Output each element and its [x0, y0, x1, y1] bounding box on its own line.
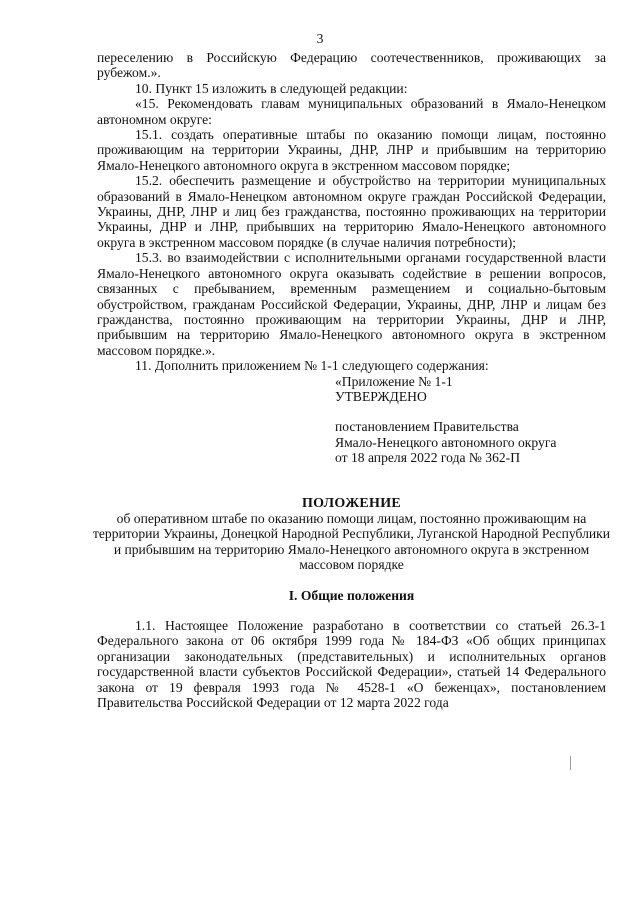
paragraph-clause-15-1: 15.1. создать оперативные штабы по оказанию помощи лицам, постоянно проживающим на территории Украины, ДНР, ЛНР и прибывшим на территорию Ямало-Ненецкого автономного округа в экстренном массовом порядке;	[97, 127, 606, 173]
paragraph-clause-15-3: 15.3. во взаимодействии с исполнительными органами государственной власти Ямало-Ненецкого автономного округа оказывать содействие в решении вопросов, связанных с пребыванием, временным размещением и социально-бытовым обустройством, гражданам Российской Федерации, Украины, ДНР, ЛНР и лицам без гражданства, постоянно проживающим на территории Украины, ДНР и ЛНР, прибывшим на территорию Ямало-Ненецкого автономного округа в экстренном массовом порядке.».	[97, 250, 606, 358]
document-body	[92, 50, 611, 711]
regulation-title: ПОЛОЖЕНИЕ	[301, 495, 402, 511]
paragraph-clause-15-2: 15.2. обеспечить размещение и обустройство на территории муниципальных образований в Ямало-Ненецком автономном округе граждан Российской Федерации, Украины, ДНР, ЛНР и лиц без гражданства, постоянно проживающих на территории Украины, ДНР и ЛНР, прибывших на территорию Ямало-Ненецкого автономного округа в экстренном массовом порядке (в случае наличия потребности);	[97, 173, 606, 250]
paragraph-continuation: переселению в Российскую Федерацию соотечественников, проживающих за рубежом.».	[97, 50, 606, 81]
regulation-subtitle: об оперативном штабе по оказанию помощи лицам, постоянно проживающим на территории Украины, Донецкой Народной Республики, Луганской Народной Республики и прибывшим на территорию Ямало-Ненецкого автономного округа в экстренном массовом порядке	[92, 510, 611, 573]
approval-date: от 18 апреля 2022 года № 362-П	[335, 450, 521, 466]
approval-line-1: постановлением Правительства	[335, 419, 519, 435]
clause-1-1: 1.1. Настоящее Положение разработано в соответствии со статьей 26.3-1 Федерального закона от 06 октября 1999 года № 184-ФЗ «Об общих принципах организации законодательных (представительных) и исполнительных органов государственной власти субъектов Российской Федерации», статьей 14 Федерального закона от 19 февраля 1993 года № 4528-1 «О беженцах», постановлением Правительства Российской Федерации от 12 марта 2022 года	[97, 618, 606, 711]
paragraph-clause-15: «15. Рекомендовать главам муниципальных образований в Ямало-Ненецком автономном округе:	[97, 96, 606, 127]
page-number: 3	[316, 31, 324, 46]
approval-line-2: Ямало-Ненецкого автономного округа	[335, 434, 557, 450]
paragraph-item-11: 11. Дополнить приложением № 1-1 следующего содержания:	[135, 358, 489, 374]
appendix-approval-block	[335, 374, 606, 466]
approved-stamp: УТВЕРЖДЕНО	[335, 388, 427, 404]
scan-mark	[570, 756, 571, 770]
appendix-number: «Приложение № 1-1	[335, 373, 453, 389]
section-heading: I. Общие положения	[288, 587, 415, 603]
paragraph-item-10: 10. Пункт 15 изложить в следующей редакции:	[135, 80, 408, 96]
